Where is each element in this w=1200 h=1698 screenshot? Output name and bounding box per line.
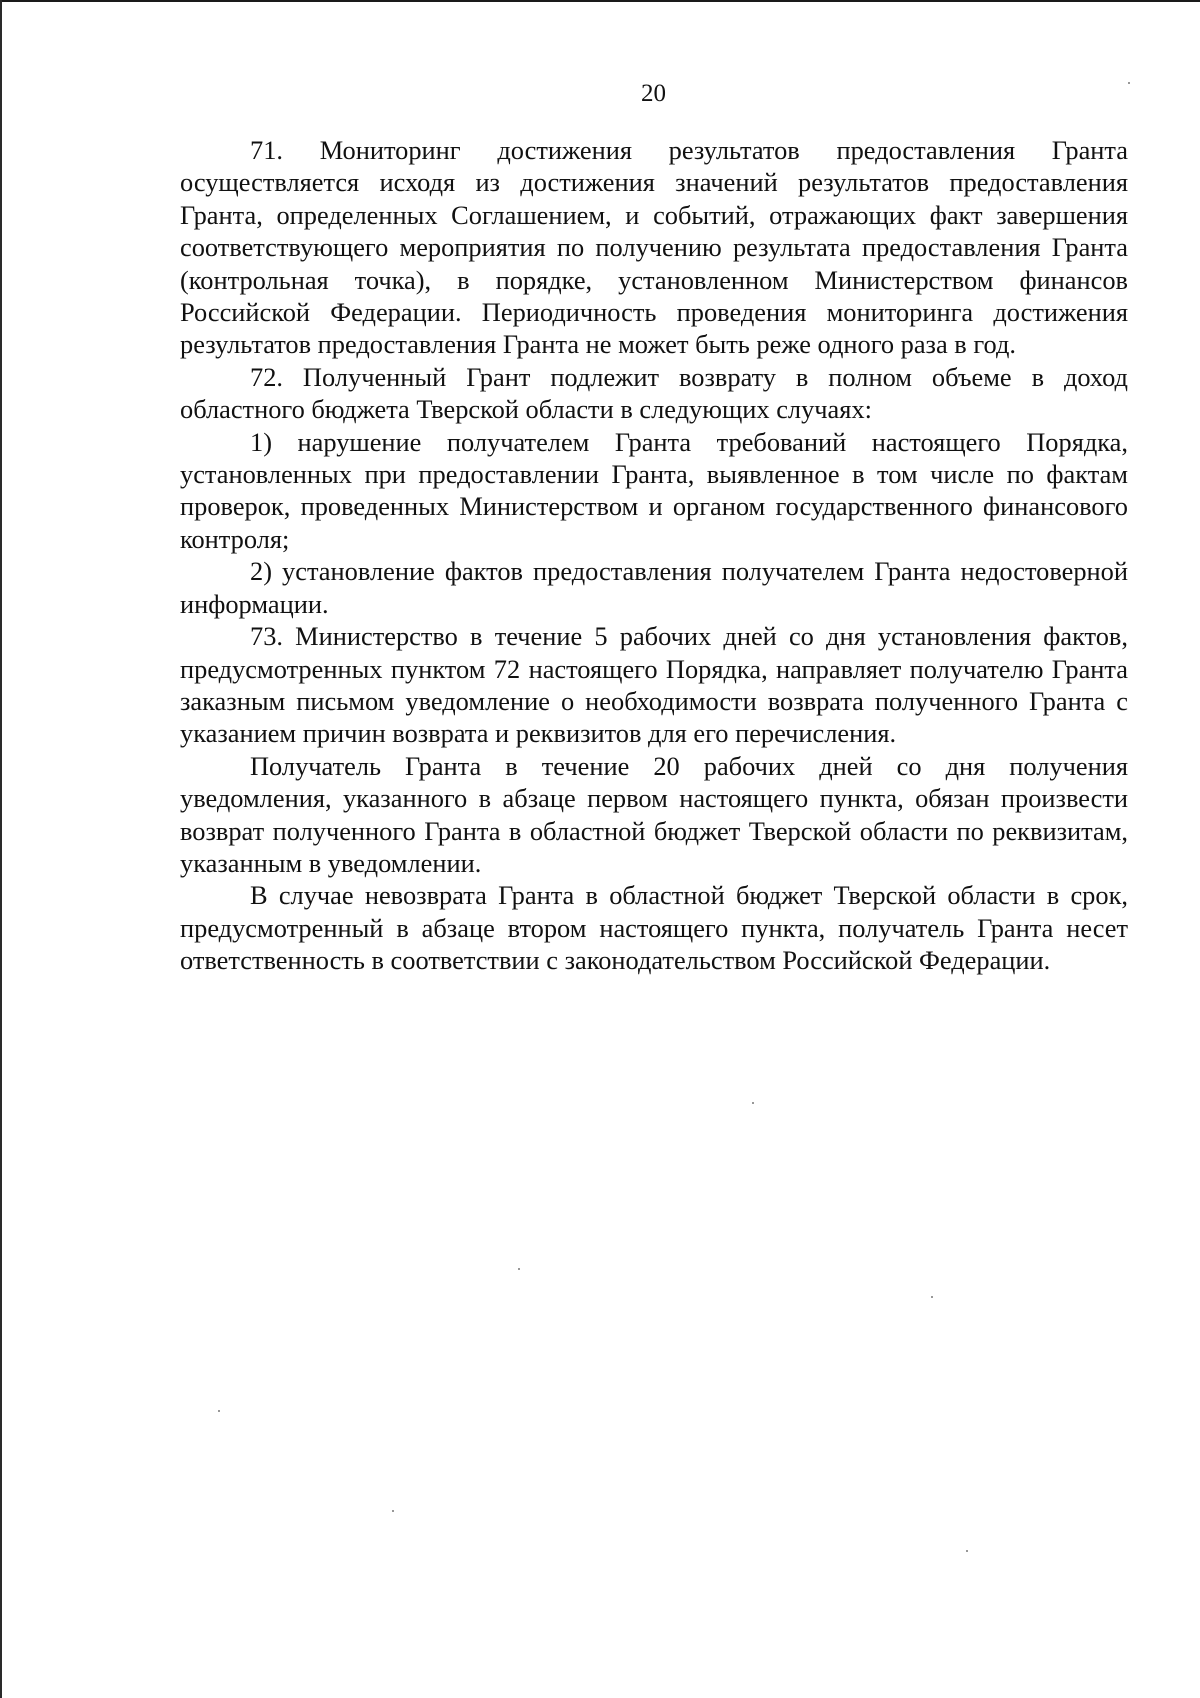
paragraph-72: 72. Полученный Грант подлежит возврату в полном объеме в доход областного бюджета Тверской области в следующих случаях: (180, 361, 1128, 425)
scan-speck (218, 1410, 220, 1412)
paragraph-71: 71. Мониторинг достижения результатов предоставления Гранта осуществляется исходя из достижения значений результатов предоставления Гранта, определенных Соглашением, и событий, отражающих факт завершения соответствующего мероприятия по получению результата предоставления Гранта (контрольная точка), в порядке, установленном Министерством финансов Российской Федерации. Периодичность проведения мониторинга достижения результатов предоставления Гранта не может быть реже одного раза в год. (180, 135, 1128, 360)
scan-speck (752, 1102, 754, 1104)
scan-speck (1128, 82, 1130, 84)
scan-speck (518, 1268, 520, 1270)
paragraph-72-item-2: 2) установление фактов предоставления получателем Гранта недостоверной информации. (180, 556, 1128, 619)
paragraph-73-abzac-2: Получатель Гранта в течение 20 рабочих дней со дня получения уведомления, указанного в абзаце первом настоящего пункта, обязан произвести возврат полученного Гранта в областной бюджет Тверской области по реквизитам, указанным в уведомлении. (180, 750, 1128, 878)
paragraph-73-abzac-3: В случае невозврата Гранта в областной бюджет Тверской области в срок, предусмотренный в абзаце втором настоящего пункта, получатель Гранта несет ответственность в соответствии с законодательством Российской Федерации. (180, 880, 1128, 976)
document-body (180, 134, 1128, 977)
scan-edge-left (0, 0, 2, 1698)
paragraph-72-item-1: 1) нарушение получателем Гранта требований настоящего Порядка, установленных при предоставлении Гранта, выявленное в том числе по фактам проверок, проведенных Министерством и органом государственного финансового контроля; (180, 426, 1128, 554)
scan-edge-top (0, 0, 1200, 2)
scan-speck (966, 1550, 968, 1552)
scan-speck (392, 1510, 394, 1512)
page-number: 20 (641, 80, 666, 107)
scan-speck (931, 1296, 933, 1298)
paragraph-73: 73. Министерство в течение 5 рабочих дней со дня установления фактов, предусмотренных пунктом 72 настоящего Порядка, направляет получателю Гранта заказным письмом уведомление о необходимости возврата полученного Гранта с указанием причин возврата и реквизитов для его перечисления. (180, 621, 1128, 749)
